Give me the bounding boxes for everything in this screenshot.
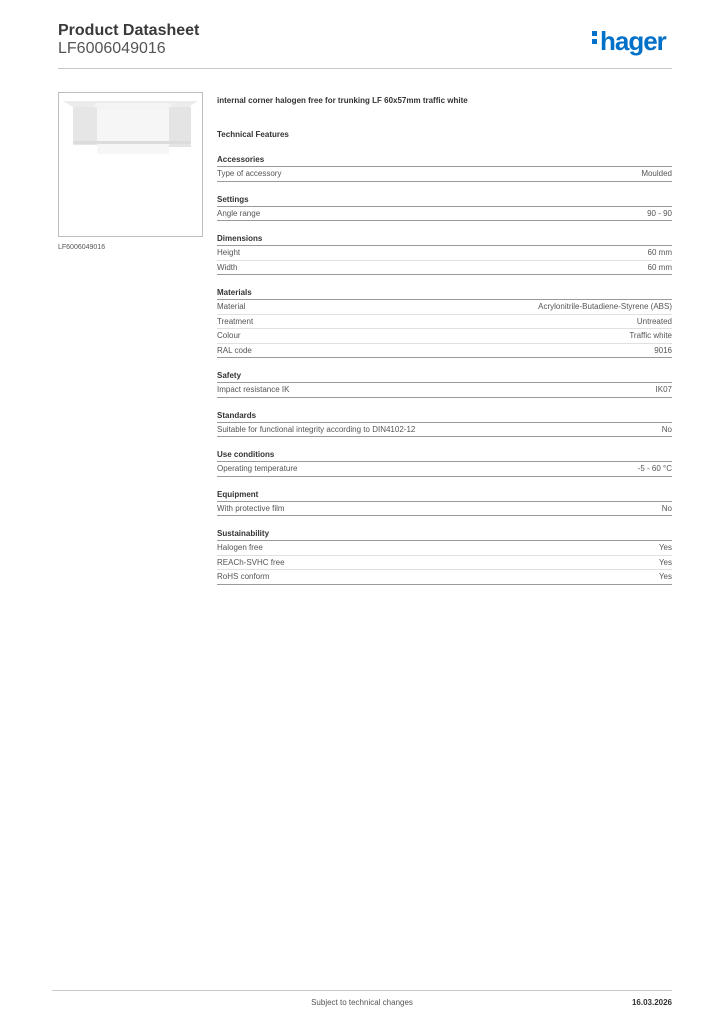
section-title: Materials xyxy=(217,288,672,300)
spec-row xyxy=(217,246,672,261)
spec-section xyxy=(217,195,672,222)
spec-row xyxy=(217,556,672,571)
corner-trunking-icon xyxy=(59,93,202,236)
spec-label: Height xyxy=(217,248,241,257)
spec-row xyxy=(217,502,672,517)
spec-value: 9016 xyxy=(654,345,672,355)
spec-label: Operating temperature xyxy=(217,464,298,473)
spec-value: Traffic white xyxy=(629,331,672,340)
spec-label: Type of accessory xyxy=(217,169,282,178)
header-divider xyxy=(58,68,672,69)
spec-label: REACh-SVHC free xyxy=(217,557,285,567)
section-title: Safety xyxy=(217,371,672,383)
spec-value: -5 - 60 °C xyxy=(637,464,672,473)
spec-value: Yes xyxy=(658,543,672,552)
spec-label: Colour xyxy=(217,331,241,340)
spec-section xyxy=(217,288,672,358)
spec-row xyxy=(217,329,672,344)
spec-row xyxy=(217,344,672,359)
spec-row xyxy=(217,300,672,315)
spec-section xyxy=(217,450,672,477)
section-title: Use conditions xyxy=(217,450,672,462)
spec-label: Angle range xyxy=(217,208,261,218)
logo-dots-icon xyxy=(592,31,597,47)
hager-logo xyxy=(592,26,666,57)
spec-value: 90 - 90 xyxy=(647,208,672,218)
section-title: Accessories xyxy=(217,155,672,167)
spec-row xyxy=(217,541,672,556)
spec-row xyxy=(217,383,672,398)
product-code: LF6006049016 xyxy=(58,40,166,57)
spec-label: Halogen free xyxy=(217,543,263,552)
spec-value: Moulded xyxy=(641,169,672,178)
spec-value: No xyxy=(661,503,672,513)
image-caption: LF6006049016 xyxy=(58,244,106,251)
page-title: Product Datasheet xyxy=(58,22,200,39)
spec-value: 60 mm xyxy=(647,248,672,257)
spec-section xyxy=(217,490,672,517)
spec-value: Untreated xyxy=(636,316,672,326)
spec-sections xyxy=(217,155,672,585)
section-title: Standards xyxy=(217,411,672,423)
spec-label: RAL code xyxy=(217,345,252,355)
spec-label: Suitable for functional integrity according to DIN4102-12 xyxy=(217,424,416,434)
spec-row xyxy=(217,207,672,222)
spec-label: Material xyxy=(217,302,246,311)
spec-section xyxy=(217,371,672,398)
spec-section xyxy=(217,155,672,182)
section-title: Settings xyxy=(217,195,672,207)
product-image xyxy=(58,92,203,237)
spec-label: Impact resistance IK xyxy=(217,385,290,394)
spec-row xyxy=(217,462,672,477)
spec-row xyxy=(217,261,672,276)
spec-value: No xyxy=(661,424,672,434)
spec-label: Treatment xyxy=(217,316,254,326)
spec-section xyxy=(217,411,672,438)
section-title: Dimensions xyxy=(217,234,672,246)
spec-section xyxy=(217,234,672,275)
spec-row xyxy=(217,423,672,438)
spec-row xyxy=(217,167,672,182)
spec-value: Yes xyxy=(658,557,672,567)
spec-value: IK07 xyxy=(655,385,672,394)
spec-value: 60 mm xyxy=(647,262,672,272)
spec-row xyxy=(217,315,672,330)
section-title: Sustainability xyxy=(217,529,672,541)
spec-value: Acrylonitrile-Butadiene-Styrene (ABS) xyxy=(538,302,672,311)
spec-section xyxy=(217,529,672,585)
spec-content xyxy=(217,96,672,585)
technical-features-heading: Technical Features xyxy=(217,130,289,139)
footer-divider xyxy=(52,990,672,991)
section-title: Equipment xyxy=(217,490,672,502)
footer-date: 16.03.2026 xyxy=(631,998,672,1007)
product-description: internal corner halogen free for trunking LF 60x57mm traffic white xyxy=(217,96,468,105)
spec-row xyxy=(217,570,672,585)
spec-label: Width xyxy=(217,262,238,272)
spec-label: With protective film xyxy=(217,503,285,513)
logo-text: hager xyxy=(600,26,666,56)
spec-label: RoHS conform xyxy=(217,572,270,581)
footer-note: Subject to technical changes xyxy=(311,998,413,1007)
spec-value: Yes xyxy=(658,572,672,581)
